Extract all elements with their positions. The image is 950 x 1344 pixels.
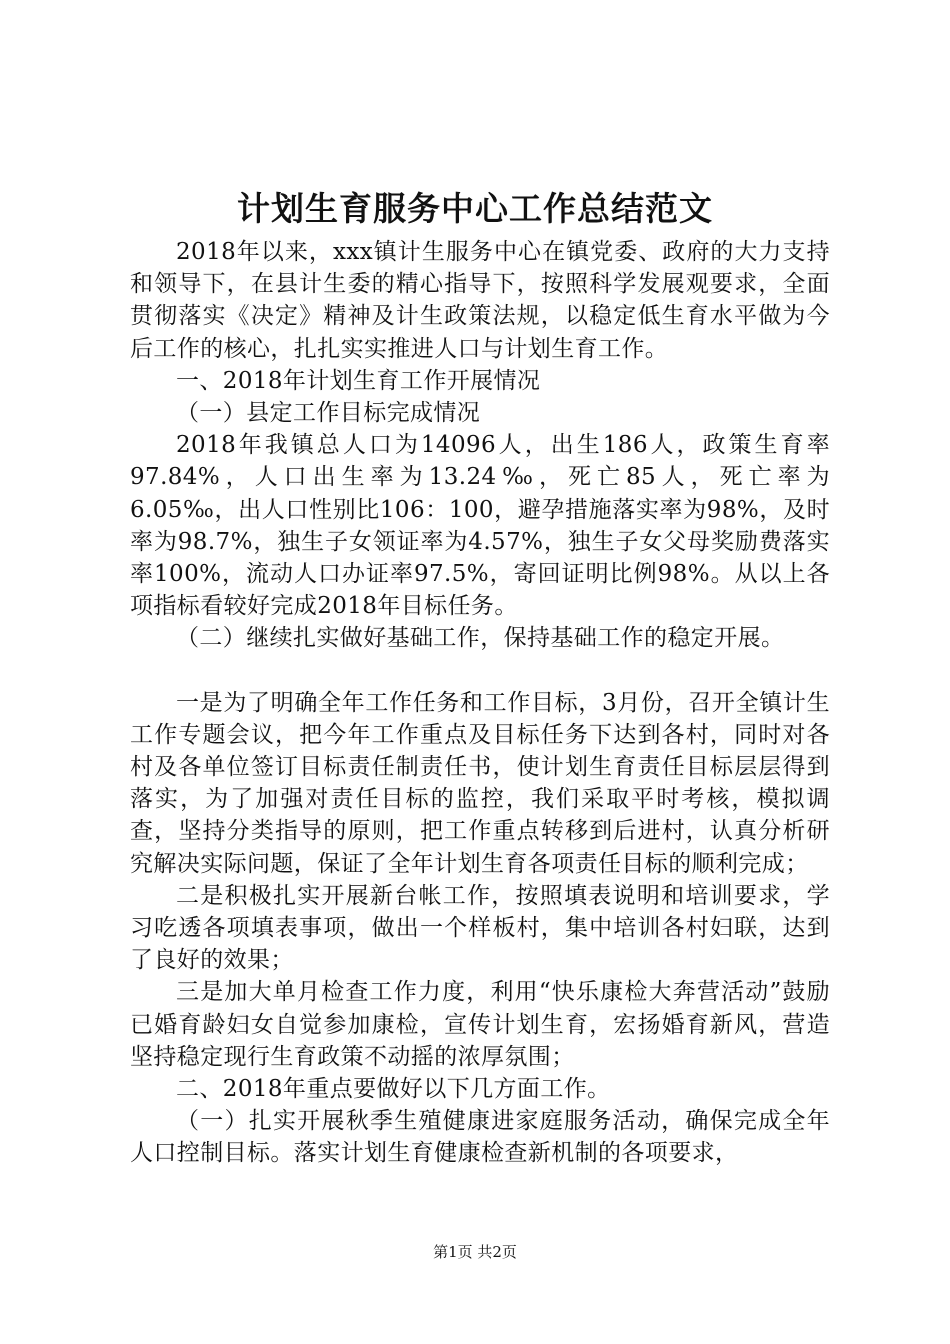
heading-section-1: 一、2018年计划生育工作开展情况: [176, 367, 541, 394]
page-footer: 第1页 共2页: [433, 1243, 517, 1261]
subheading-1-2: （二）继续扎实做好基础工作，保持基础工作的稳定开展。: [176, 625, 785, 652]
subheading-1-1: （一）县定工作目标完成情况: [176, 400, 481, 427]
paragraph-item-3: 三是加大单月检查工作力度，利用“快乐康检大奔营活动”鼓励已婚育龄妇女自觉参加康检，宣传计划生育，宏扬婚育新风，营造坚持稳定现行生育政策不动摇的浓厚氛围；: [130, 979, 830, 1070]
paragraph-item-1: 一是为了明确全年工作任务和工作目标，3月份，召开全镇计生工作专题会议，把今年工作重点及目标任务下达到各村，同时对各村及各单位签订目标责任制责任书，使计划生育责任目标层层得到落实，为了加强对责任目标的监控，我们采取平时考核，模拟调查，坚持分类指导的原则，把工作重点转移到后进村，认真分析研究解决实际问题，保证了全年计划生育各项责任目标的顺利完成；: [130, 689, 830, 877]
heading-section-2: 二、2018年重点要做好以下几方面工作。: [176, 1076, 611, 1103]
paragraph-item-2: 二是积极扎实开展新台帐工作，按照填表说明和培训要求，学习吃透各项填表事项，做出一个样板村，集中培训各村妇联，达到了良好的效果；: [130, 882, 830, 974]
paragraph-statistics: 2018年我镇总人口为14096人，出生186人，政策生育率97.84%，人口出生率为13.24‰，死亡85人，死亡率为6.05‰，出人口性别比106：100，避孕措施落实率为98%，及时率为98.7%，独生子女领证率为4.57%，独生子女父母奖励费落实率100%，流动人口办证率97.5%，寄回证明比例98%。从以上各项指标看较好完成2018年目标任务。: [130, 432, 830, 620]
document-title: 计划生育服务中心工作总结范文: [237, 189, 713, 228]
paragraph-section-2-1: （一）扎实开展秋季生殖健康进家庭服务活动，确保完成全年人口控制目标。落实计划生育健康检查新机制的各项要求，: [130, 1108, 830, 1167]
paragraph-intro: 2018年以来，xxx镇计生服务中心在镇党委、政府的大力支持和领导下，在县计生委的精心指导下，按照科学发展观要求，全面贯彻落实《决定》精神及计生政策法规，以稳定低生育水平做为今后工作的核心，扎扎实实推进人口与计划生育工作。: [130, 239, 830, 362]
document-body: [130, 236, 830, 1170]
